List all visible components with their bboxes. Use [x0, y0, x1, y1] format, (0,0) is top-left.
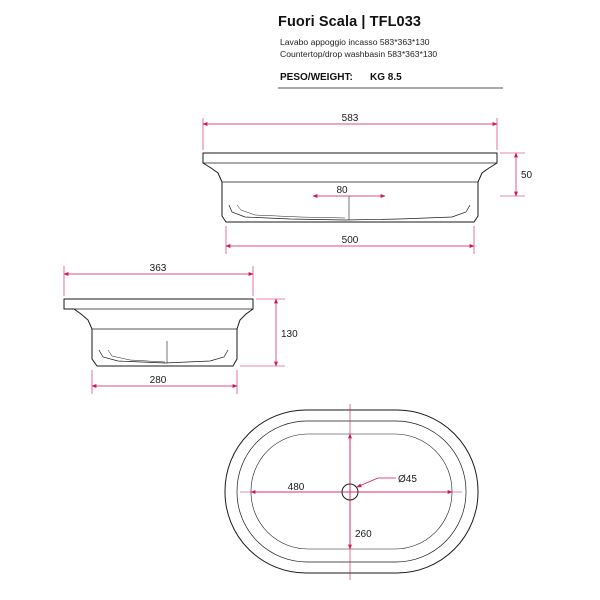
dim-plan-width: 480 — [287, 482, 305, 493]
dim-drain-hole-diameter: Ø45 — [398, 474, 417, 485]
dim-basin-inner-width: 500 — [341, 235, 359, 246]
dim-overall-width: 583 — [341, 113, 359, 124]
dim-overall-height-side: 130 — [281, 329, 298, 340]
dim-overall-depth: 363 — [149, 263, 167, 274]
dim-plan-depth: 260 — [355, 529, 372, 540]
dim-overall-height: 50 — [521, 170, 533, 181]
plan-view — [225, 404, 478, 580]
page-title: Fuori Scala | TFL033 — [278, 14, 422, 30]
front-elevation-view — [203, 113, 533, 254]
side-elevation-view — [64, 263, 298, 394]
dim-basin-depth-inner: 80 — [336, 185, 348, 196]
subtitle-english: Countertop/drop washbasin 583*363*130 — [280, 49, 438, 59]
weight-label: PESO/WEIGHT: — [280, 72, 353, 83]
subtitle-italian: Lavabo appoggio incasso 583*363*130 — [280, 37, 430, 47]
dim-inner-depth: 280 — [149, 375, 167, 386]
weight-value: KG 8.5 — [370, 72, 402, 83]
